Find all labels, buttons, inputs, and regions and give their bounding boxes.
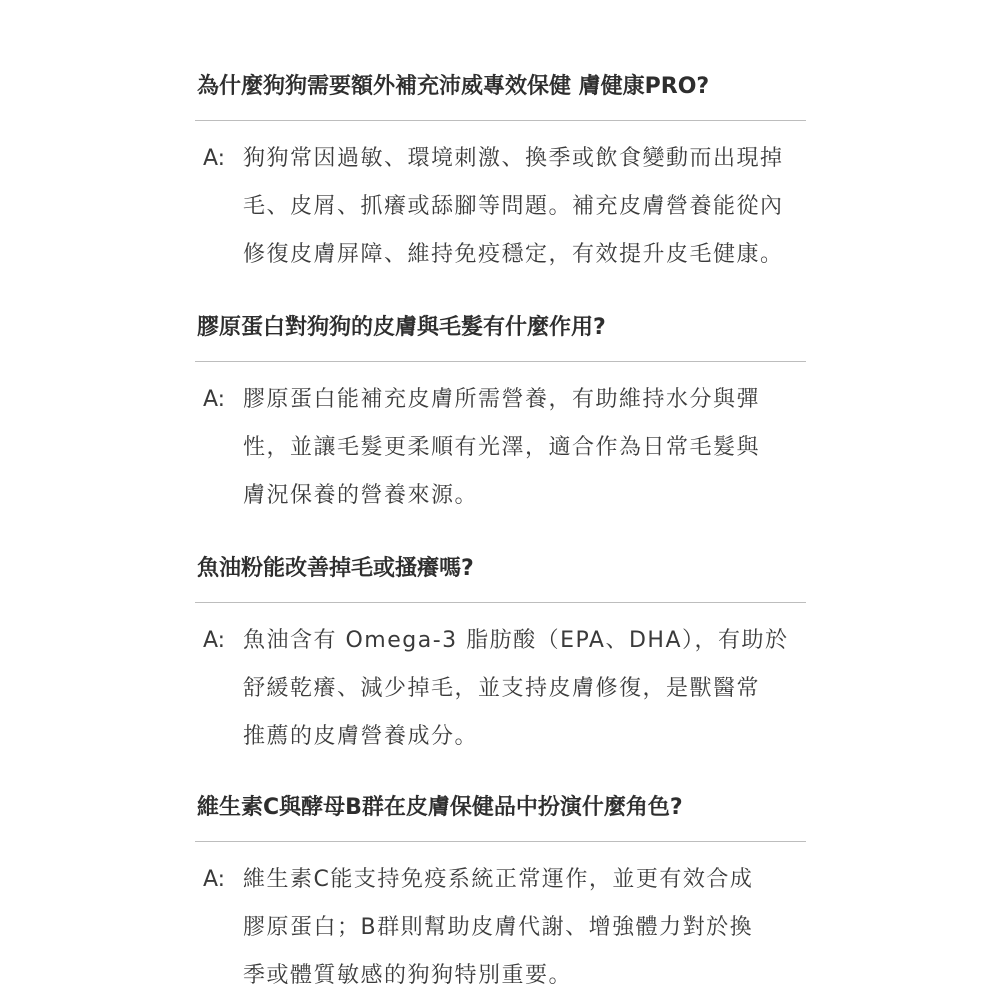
faq-divider xyxy=(195,602,806,603)
answer-line: 魚油含有 Omega-3 脂肪酸（EPA、DHA），有助於 xyxy=(243,628,789,653)
answer-prefix: A: xyxy=(203,867,226,892)
answer-prefix: A: xyxy=(203,628,226,653)
faq-question: 魚油粉能改善掉毛或搔癢嗎? xyxy=(197,556,474,581)
faq-question: 為什麼狗狗需要額外補充沛威專效保健 膚健康PRO? xyxy=(197,74,710,99)
answer-line: 舒緩乾癢、減少掉毛，並支持皮膚修復，是獸醫常 xyxy=(243,676,761,701)
faq-answer xyxy=(195,135,806,279)
faq-item xyxy=(195,554,806,761)
answer-line: 維生素C能支持免疫系統正常運作，並更有效合成 xyxy=(243,867,754,892)
answer-line: 季或體質敏感的狗狗特別重要。 xyxy=(243,963,573,988)
faq-question: 膠原蛋白對狗狗的皮膚與毛髮有什麼作用? xyxy=(197,315,606,340)
faq-divider xyxy=(195,120,806,121)
answer-prefix: A: xyxy=(203,146,226,171)
answer-line: 毛、皮屑、抓癢或舔腳等問題。補充皮膚營養能從內 xyxy=(243,194,784,219)
faq-item xyxy=(195,793,806,1000)
answer-line: 修復皮膚屏障、維持免疫穩定，有效提升皮毛健康。 xyxy=(243,242,784,267)
answer-line: 膠原蛋白能補充皮膚所需營養，有助維持水分與彈 xyxy=(243,387,761,412)
answer-prefix: A: xyxy=(203,387,226,412)
faq-item xyxy=(195,72,806,279)
faq-divider xyxy=(195,361,806,362)
answer-line: 膠原蛋白；B群則幫助皮膚代謝、增強體力對於換 xyxy=(243,915,754,940)
faq-divider xyxy=(195,841,806,842)
faq-question: 維生素C與酵母B群在皮膚保健品中扮演什麼角色? xyxy=(197,795,683,820)
faq-answer xyxy=(195,617,806,761)
answer-line: 膚況保養的營養來源。 xyxy=(243,483,479,508)
answer-line: 狗狗常因過敏、環境刺激、換季或飲食變動而出現掉 xyxy=(243,146,784,171)
faq-item xyxy=(195,313,806,520)
answer-line: 推薦的皮膚營養成分。 xyxy=(243,724,479,749)
answer-line: 性，並讓毛髮更柔順有光澤，適合作為日常毛髮與 xyxy=(243,435,761,460)
faq-answer xyxy=(195,376,806,520)
faq-answer xyxy=(195,856,806,1000)
